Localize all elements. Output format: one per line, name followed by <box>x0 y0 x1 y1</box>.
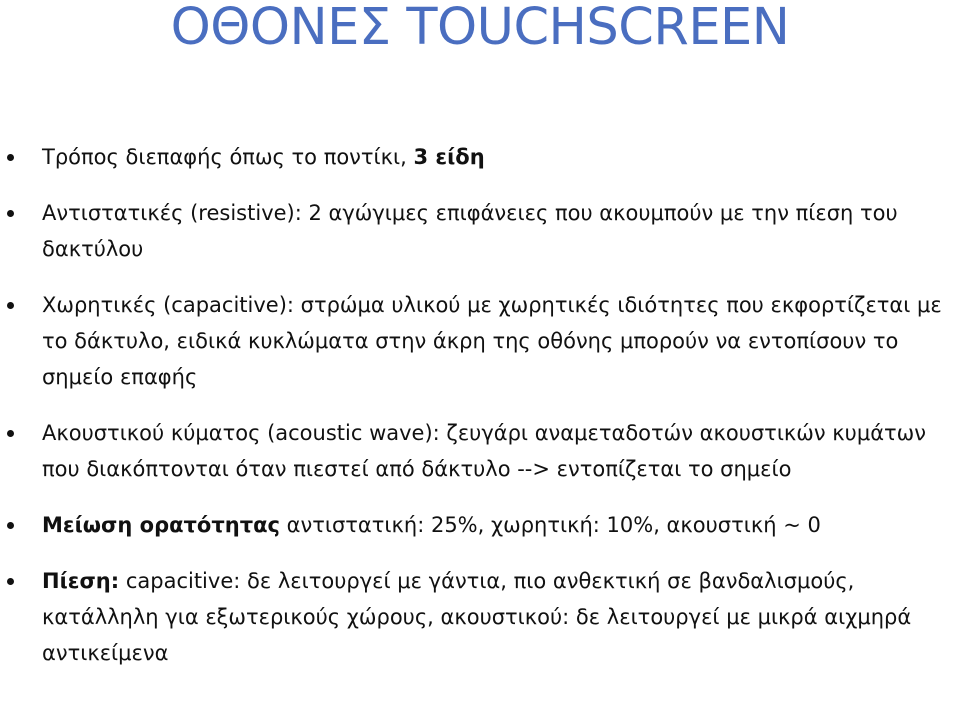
bullet-item <box>0 195 960 267</box>
bullet-dot-icon <box>7 154 14 161</box>
bullet-dot-icon <box>7 522 14 529</box>
bullet-bold-lead: Πίεση: <box>42 569 120 593</box>
bullet-list <box>0 139 960 691</box>
bullet-item <box>0 507 960 543</box>
bullet-bold-lead: Μείωση ορατότητας <box>42 513 280 537</box>
bullet-dot-icon <box>7 430 14 437</box>
bullet-dot-icon <box>7 578 14 585</box>
bullet-item <box>0 139 960 175</box>
bullet-text: Ακουστικού κύματος (acoustic wave): ζευγάρι αναμεταδοτών ακουστικών κυμάτων που διακόπτονται όταν πιεστεί από δάκτυλο --> εντοπίζεται το σημείο <box>42 421 926 481</box>
bullet-item <box>0 287 960 395</box>
bullet-dot-icon <box>7 302 14 309</box>
bullet-text: αντιστατική: 25%, χωρητική: 10%, ακουστική ~ 0 <box>279 513 821 537</box>
bullet-text: Τρόπος διεπαφής όπως το ποντίκι, <box>42 145 414 169</box>
bullet-bold-suffix: 3 είδη <box>413 145 485 169</box>
bullet-text: Αντιστατικές (resistive): 2 αγώγιμες επιφάνειες που ακουμπούν με την πίεση του δακτύλου <box>42 201 898 261</box>
bullet-text: capacitive: δε λειτουργεί με γάντια, πιο ανθεκτική σε βανδαλισμούς, κατάλληλη για εξωτερικούς χώρους, ακουστικού: δε λειτουργεί με μικρά αιχμηρά αντικείμενα <box>42 569 912 665</box>
bullet-item <box>0 563 960 671</box>
bullet-text: Χωρητικές (capacitive): στρώμα υλικού με χωρητικές ιδιότητες που εκφορτίζεται με το δάκτυλο, ειδικά κυκλώματα στην άκρη της οθόνης μπορούν να εντοπίσουν το σημείο επαφής <box>42 293 942 389</box>
slide-title: ΟΘΟΝΕΣ TOUCHSCREEN <box>170 0 790 57</box>
bullet-item <box>0 415 960 487</box>
bullet-dot-icon <box>7 210 14 217</box>
